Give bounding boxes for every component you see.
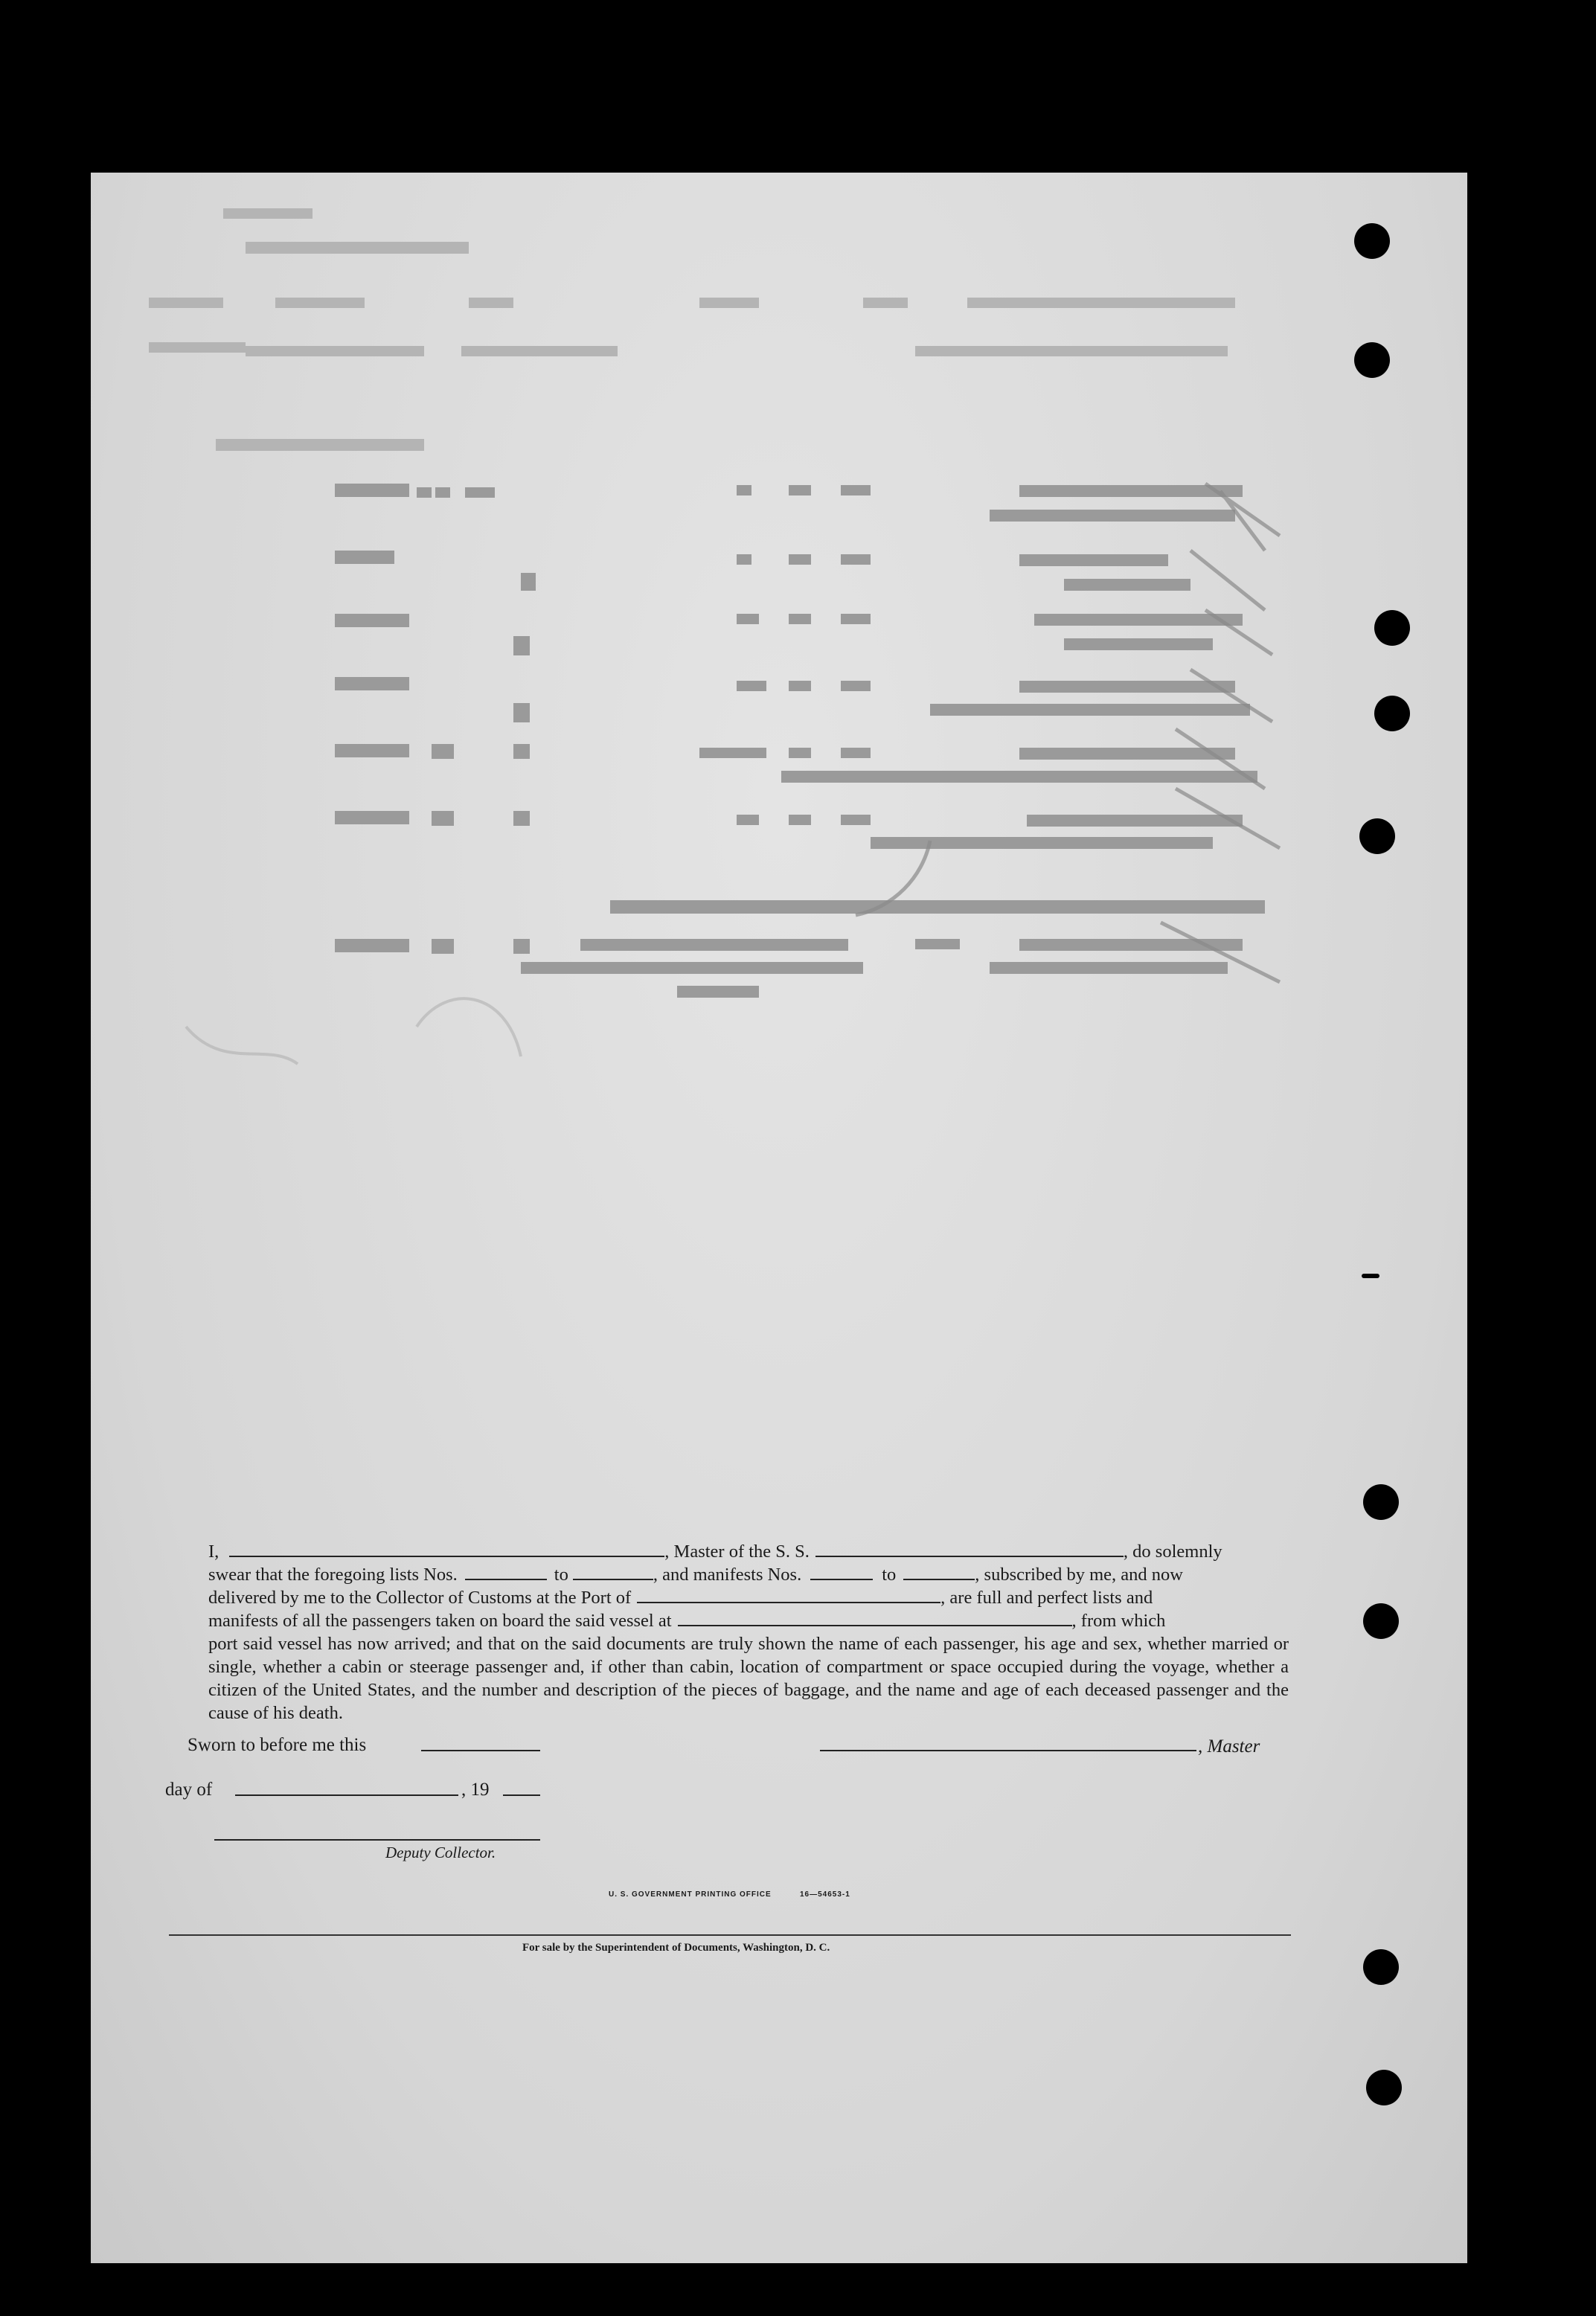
footer-rule <box>169 1934 1291 1936</box>
oath-subscribed: , subscribed by me, and now <box>975 1565 1183 1585</box>
punch-hole <box>1359 818 1395 854</box>
blank-list-from[interactable] <box>465 1565 547 1580</box>
oath-full-perfect: , are full and perfect lists and <box>940 1588 1153 1608</box>
punch-hole <box>1374 696 1410 731</box>
blank-deputy-signature[interactable] <box>214 1839 540 1841</box>
day-of-label: day of <box>165 1780 213 1800</box>
punch-hole <box>1363 1949 1399 1985</box>
oath-line-4 <box>208 1609 1289 1632</box>
oath-intro: I, <box>208 1542 219 1562</box>
deputy-collector-label: Deputy Collector. <box>385 1844 496 1861</box>
sworn-label: Sworn to before me this <box>188 1735 367 1755</box>
oath-to-1: to <box>554 1565 568 1585</box>
bleed-through-text <box>0 0 1596 1079</box>
margin-mark <box>1362 1274 1379 1278</box>
year-prefix: , 19 <box>461 1780 490 1800</box>
form-number: 16—54653-1 <box>800 1890 850 1899</box>
blank-month[interactable] <box>235 1794 458 1796</box>
blank-port[interactable] <box>637 1588 940 1603</box>
oath-line-1 <box>208 1540 1289 1563</box>
punch-hole <box>1354 223 1390 259</box>
oath-manifests-of: manifests of all the passengers taken on board the said vessel at <box>208 1611 672 1631</box>
blank-manifest-from[interactable] <box>810 1565 873 1580</box>
oath-line-3 <box>208 1586 1289 1609</box>
blank-master-signature[interactable] <box>820 1750 1196 1751</box>
blank-vessel-name[interactable] <box>815 1542 1124 1557</box>
oath-paragraph <box>208 1540 1289 1725</box>
oath-body: port said vessel has now arrived; and that on the said documents are truly shown the name of each passenger, his age and sex, whether married or single, whether a cabin or steerage passenger and, if other than cabin, location of compartment or space occupied during the voyage, whether a citizen of the United States, and the number and description of the pieces of baggage, and the name and age of each deceased passenger and the cause of his death. <box>208 1634 1289 1723</box>
oath-delivered: delivered by me to the Collector of Customs at the Port of <box>208 1588 632 1608</box>
oath-master-of: , Master of the S. S. <box>664 1542 810 1562</box>
blank-sworn-day[interactable] <box>421 1750 540 1751</box>
punch-hole <box>1374 610 1410 646</box>
blank-master-name[interactable] <box>229 1542 664 1557</box>
blank-departure-port[interactable] <box>678 1611 1072 1626</box>
oath-swear: swear that the foregoing lists Nos. <box>208 1565 458 1585</box>
punch-hole <box>1354 342 1390 378</box>
printing-office: U. S. GOVERNMENT PRINTING OFFICE <box>609 1890 772 1899</box>
oath-from-which: , from which <box>1071 1611 1166 1631</box>
blank-year[interactable] <box>503 1794 540 1796</box>
oath-manifests: , and manifests Nos. <box>653 1565 802 1585</box>
for-sale-note: For sale by the Superintendent of Documents, Washington, D. C. <box>522 1942 830 1954</box>
master-label: , Master <box>1198 1736 1260 1757</box>
oath-to-2: to <box>882 1565 897 1585</box>
punch-hole <box>1363 1484 1399 1520</box>
oath-solemnly: , do solemnly <box>1123 1542 1222 1562</box>
blank-manifest-to[interactable] <box>903 1565 975 1580</box>
blank-list-to[interactable] <box>573 1565 653 1580</box>
punch-hole <box>1366 2070 1402 2105</box>
punch-hole <box>1363 1603 1399 1639</box>
oath-line-2 <box>208 1563 1289 1586</box>
